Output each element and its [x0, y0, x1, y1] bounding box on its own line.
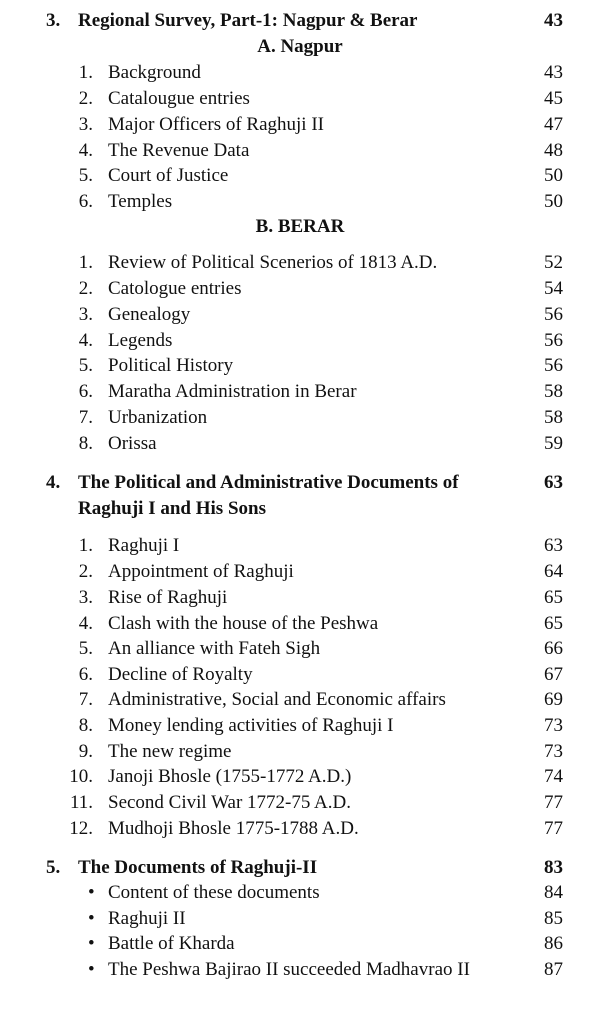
toc-item[interactable] — [0, 741, 600, 767]
item-text: The new regime — [108, 741, 232, 762]
item-text: Second Civil War 1772-75 A.D. — [108, 792, 351, 813]
item-text: The Peshwa Bajirao II succeeded Madhavrao II — [108, 959, 470, 980]
page-number: 58 — [544, 407, 563, 428]
page-number: 69 — [544, 689, 563, 710]
item-text: The Revenue Data — [108, 140, 250, 161]
page-number: 83 — [544, 857, 563, 878]
page-number: 74 — [544, 766, 563, 787]
chapter-title: The Documents of Raghuji-II — [78, 857, 318, 878]
item-text: Money lending activities of Raghuji I — [108, 715, 394, 736]
page-number: 52 — [544, 252, 563, 273]
toc-item[interactable] — [0, 433, 600, 459]
page-number: 87 — [544, 959, 563, 980]
item-number: 3. — [78, 114, 93, 135]
chapter-number: 3. — [46, 10, 61, 31]
item-number: 10. — [69, 766, 93, 787]
page-number: 63 — [544, 472, 563, 493]
section-heading-nagpur — [0, 36, 600, 62]
item-number: 3. — [78, 587, 93, 608]
bullet-icon: • — [88, 933, 95, 954]
item-text: Raghuji I — [108, 535, 180, 556]
item-text: Political History — [108, 355, 234, 376]
item-text: Battle of Kharda — [108, 933, 235, 954]
section-heading: B. BERAR — [255, 216, 345, 237]
toc-item[interactable] — [0, 664, 600, 690]
page-number: 56 — [544, 304, 563, 325]
toc-item[interactable] — [0, 355, 600, 381]
item-number: 6. — [78, 191, 93, 212]
page-number: 43 — [544, 10, 563, 31]
item-text: Temples — [108, 191, 173, 212]
toc-item[interactable] — [0, 140, 600, 166]
item-text: Background — [108, 62, 201, 83]
item-text: An alliance with Fateh Sigh — [108, 638, 321, 659]
page-number: 73 — [544, 741, 563, 762]
toc-item[interactable] — [0, 561, 600, 587]
chapter-number: 5. — [46, 857, 61, 878]
page-number: 59 — [544, 433, 563, 454]
toc-bullet-item[interactable] — [0, 882, 600, 908]
item-text: Catologue entries — [108, 278, 242, 299]
page-number: 45 — [544, 88, 563, 109]
chapter-3-heading[interactable] — [0, 10, 600, 36]
toc-bullet-item[interactable] — [0, 933, 600, 959]
toc-item[interactable] — [0, 191, 600, 217]
item-number: 8. — [78, 433, 93, 454]
item-number: 12. — [69, 818, 93, 839]
toc-item[interactable] — [0, 818, 600, 844]
toc-item[interactable] — [0, 278, 600, 304]
item-number: 5. — [78, 638, 93, 659]
item-text: Review of Political Scenerios of 1813 A.D. — [108, 252, 438, 273]
item-number: 2. — [78, 88, 93, 109]
toc-item[interactable] — [0, 535, 600, 561]
page-number: 50 — [544, 191, 563, 212]
page-number: 63 — [544, 535, 563, 556]
page-number: 86 — [544, 933, 563, 954]
page-number: 85 — [544, 908, 563, 929]
toc-item[interactable] — [0, 381, 600, 407]
toc-item[interactable] — [0, 689, 600, 715]
item-text: Content of these documents — [108, 882, 320, 903]
page-number: 66 — [544, 638, 563, 659]
toc-item[interactable] — [0, 88, 600, 114]
page-number: 54 — [544, 278, 563, 299]
item-text: Orissa — [108, 433, 157, 454]
item-number: 5. — [78, 165, 93, 186]
item-text: Clash with the house of the Peshwa — [108, 613, 379, 634]
item-number: 4. — [78, 330, 93, 351]
chapter-5-heading[interactable] — [0, 857, 600, 883]
bullet-icon: • — [88, 882, 95, 903]
item-text: Genealogy — [108, 304, 191, 325]
page-number: 64 — [544, 561, 563, 582]
item-text: Administrative, Social and Economic affairs — [108, 689, 446, 710]
item-text: Major Officers of Raghuji II — [108, 114, 324, 135]
toc-bullet-item[interactable] — [0, 908, 600, 934]
page-number: 48 — [544, 140, 563, 161]
item-number: 9. — [78, 741, 93, 762]
item-number: 2. — [78, 278, 93, 299]
toc-item[interactable] — [0, 114, 600, 140]
item-number: 6. — [78, 664, 93, 685]
toc-item[interactable] — [0, 252, 600, 278]
chapter-title-line-2: Raghuji I and His Sons — [78, 498, 266, 519]
toc-item[interactable] — [0, 165, 600, 191]
toc-item[interactable] — [0, 715, 600, 741]
toc-bullet-item[interactable] — [0, 959, 600, 985]
toc-item[interactable] — [0, 638, 600, 664]
page-number: 73 — [544, 715, 563, 736]
chapter-title: Regional Survey, Part-1: Nagpur & Berar — [78, 10, 418, 31]
bullet-icon: • — [88, 959, 95, 980]
item-number: 7. — [78, 689, 93, 710]
item-text: Maratha Administration in Berar — [108, 381, 357, 402]
item-text: Janoji Bhosle (1755-1772 A.D.) — [108, 766, 352, 787]
toc-item[interactable] — [0, 766, 600, 792]
item-number: 8. — [78, 715, 93, 736]
page-number: 77 — [544, 818, 563, 839]
item-number: 1. — [78, 62, 93, 83]
item-text: Mudhoji Bhosle 1775-1788 A.D. — [108, 818, 359, 839]
item-number: 11. — [69, 792, 93, 813]
bullet-icon: • — [88, 908, 95, 929]
page-number: 43 — [544, 62, 563, 83]
page-number: 47 — [544, 114, 563, 135]
item-text: Raghuji II — [108, 908, 186, 929]
chapter-title-line-1: The Political and Administrative Documents of — [78, 472, 459, 493]
page-number: 58 — [544, 381, 563, 402]
item-text: Legends — [108, 330, 173, 351]
item-number: 5. — [78, 355, 93, 376]
page-number: 77 — [544, 792, 563, 813]
item-text: Rise of Raghuji — [108, 587, 228, 608]
page-number: 50 — [544, 165, 563, 186]
item-text: Urbanization — [108, 407, 208, 428]
item-number: 3. — [78, 304, 93, 325]
item-number: 7. — [78, 407, 93, 428]
toc-item[interactable] — [0, 407, 600, 433]
section-heading-berar — [0, 216, 600, 242]
page-number: 65 — [544, 613, 563, 634]
page-number: 56 — [544, 355, 563, 376]
item-text: Court of Justice — [108, 165, 229, 186]
section-heading: A. Nagpur — [257, 36, 343, 57]
item-text: Appointment of Raghuji — [108, 561, 294, 582]
chapter-4-heading[interactable] — [0, 472, 600, 498]
item-text: Decline of Royalty — [108, 664, 253, 685]
chapter-number: 4. — [46, 472, 61, 493]
item-number: 1. — [78, 252, 93, 273]
toc-item[interactable] — [0, 792, 600, 818]
toc-item[interactable] — [0, 304, 600, 330]
toc-item[interactable] — [0, 587, 600, 613]
toc-item[interactable] — [0, 613, 600, 639]
item-number: 2. — [78, 561, 93, 582]
page-number: 84 — [544, 882, 563, 903]
item-number: 4. — [78, 140, 93, 161]
item-number: 6. — [78, 381, 93, 402]
toc-item[interactable] — [0, 62, 600, 88]
page-number: 65 — [544, 587, 563, 608]
item-number: 1. — [78, 535, 93, 556]
item-text: Catalougue entries — [108, 88, 250, 109]
page-number: 67 — [544, 664, 563, 685]
page-number: 56 — [544, 330, 563, 351]
item-number: 4. — [78, 613, 93, 634]
toc-item[interactable] — [0, 330, 600, 356]
chapter-4-heading-continued — [0, 498, 600, 524]
